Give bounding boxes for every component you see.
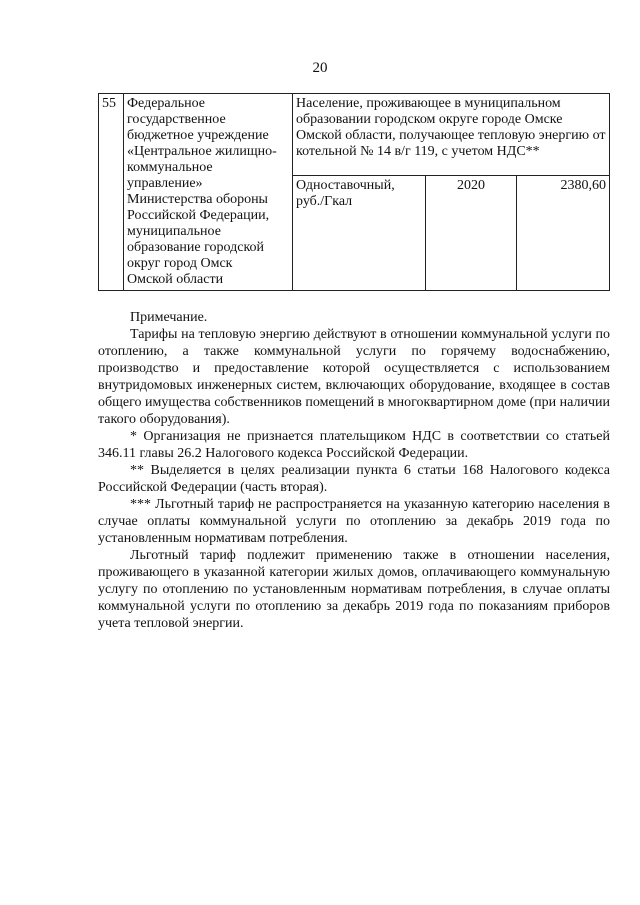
row-number: 55 <box>99 94 124 291</box>
organization-line: Министерства обороны <box>127 192 268 207</box>
note-paragraph: * Организация не признается плательщиком НДС в соответствии со статьей 346.11 главы 26.2 Налогового кодекса Российской Федерации. <box>98 429 610 461</box>
organization-line: управление» <box>127 176 203 191</box>
notes-label: Примечание. <box>130 310 208 325</box>
tariff-table <box>98 93 610 291</box>
table-row <box>99 94 610 176</box>
organization-line: округ город Омск <box>127 256 233 271</box>
organization-line: образование городской <box>127 240 265 255</box>
tariff-value: 2380,60 <box>517 176 610 291</box>
note-paragraph: *** Льготный тариф не распространяется на указанную категорию населения в случае оплаты коммунальной услуги по отоплению за декабрь 2019 года по установленным нормативам потребления. <box>98 497 610 546</box>
rate-type: Одноставочный, руб./Гкал <box>293 176 426 291</box>
organization-line: бюджетное учреждение <box>127 128 269 143</box>
organization-line: Российской Федерации, <box>127 208 270 223</box>
note-paragraph: Льготный тариф подлежит применению также в отношении населения, проживающего в указанной категории жилых домов, оплачивающего коммунальную услугу по отоплению по установленным нормативам потребления, в случае оплаты коммунальной услуги по отоплению за декабрь 2019 года по показаниям приборов учета тепловой энергии. <box>98 548 610 631</box>
notes-section <box>98 309 610 632</box>
tariff-year: 2020 <box>426 176 517 291</box>
organization-line: Федеральное <box>127 96 206 111</box>
organization-line: Омской области <box>127 272 224 287</box>
organization-line: муниципальное <box>127 224 221 239</box>
note-paragraph: Тарифы на тепловую энергию действуют в отношении коммунальной услуги по отоплению, а также коммунальной услуги по горячему водоснабжению, производство и предоставление которой осуществляется с использованием внутридомовых инженерных систем, включающих оборудование, входящее в состав общего имущества собственников помещений в многоквартирном доме (при наличии такого оборудования). <box>98 327 610 427</box>
consumer-description: Население, проживающее в муниципальном образовании городском округе городе Омске Омской области, получающее тепловую энергию от котельной № 14 в/г 119, с учетом НДС** <box>293 94 610 176</box>
organization-name <box>124 94 293 291</box>
page-number: 20 <box>312 60 328 76</box>
organization-line: коммунальное <box>127 160 213 175</box>
organization-line: «Центральное жилищно- <box>127 144 277 159</box>
note-paragraph: ** Выделяется в целях реализации пункта 6 статьи 168 Налогового кодекса Российской Федерации (часть вторая). <box>98 463 610 495</box>
organization-line: государственное <box>127 112 226 127</box>
